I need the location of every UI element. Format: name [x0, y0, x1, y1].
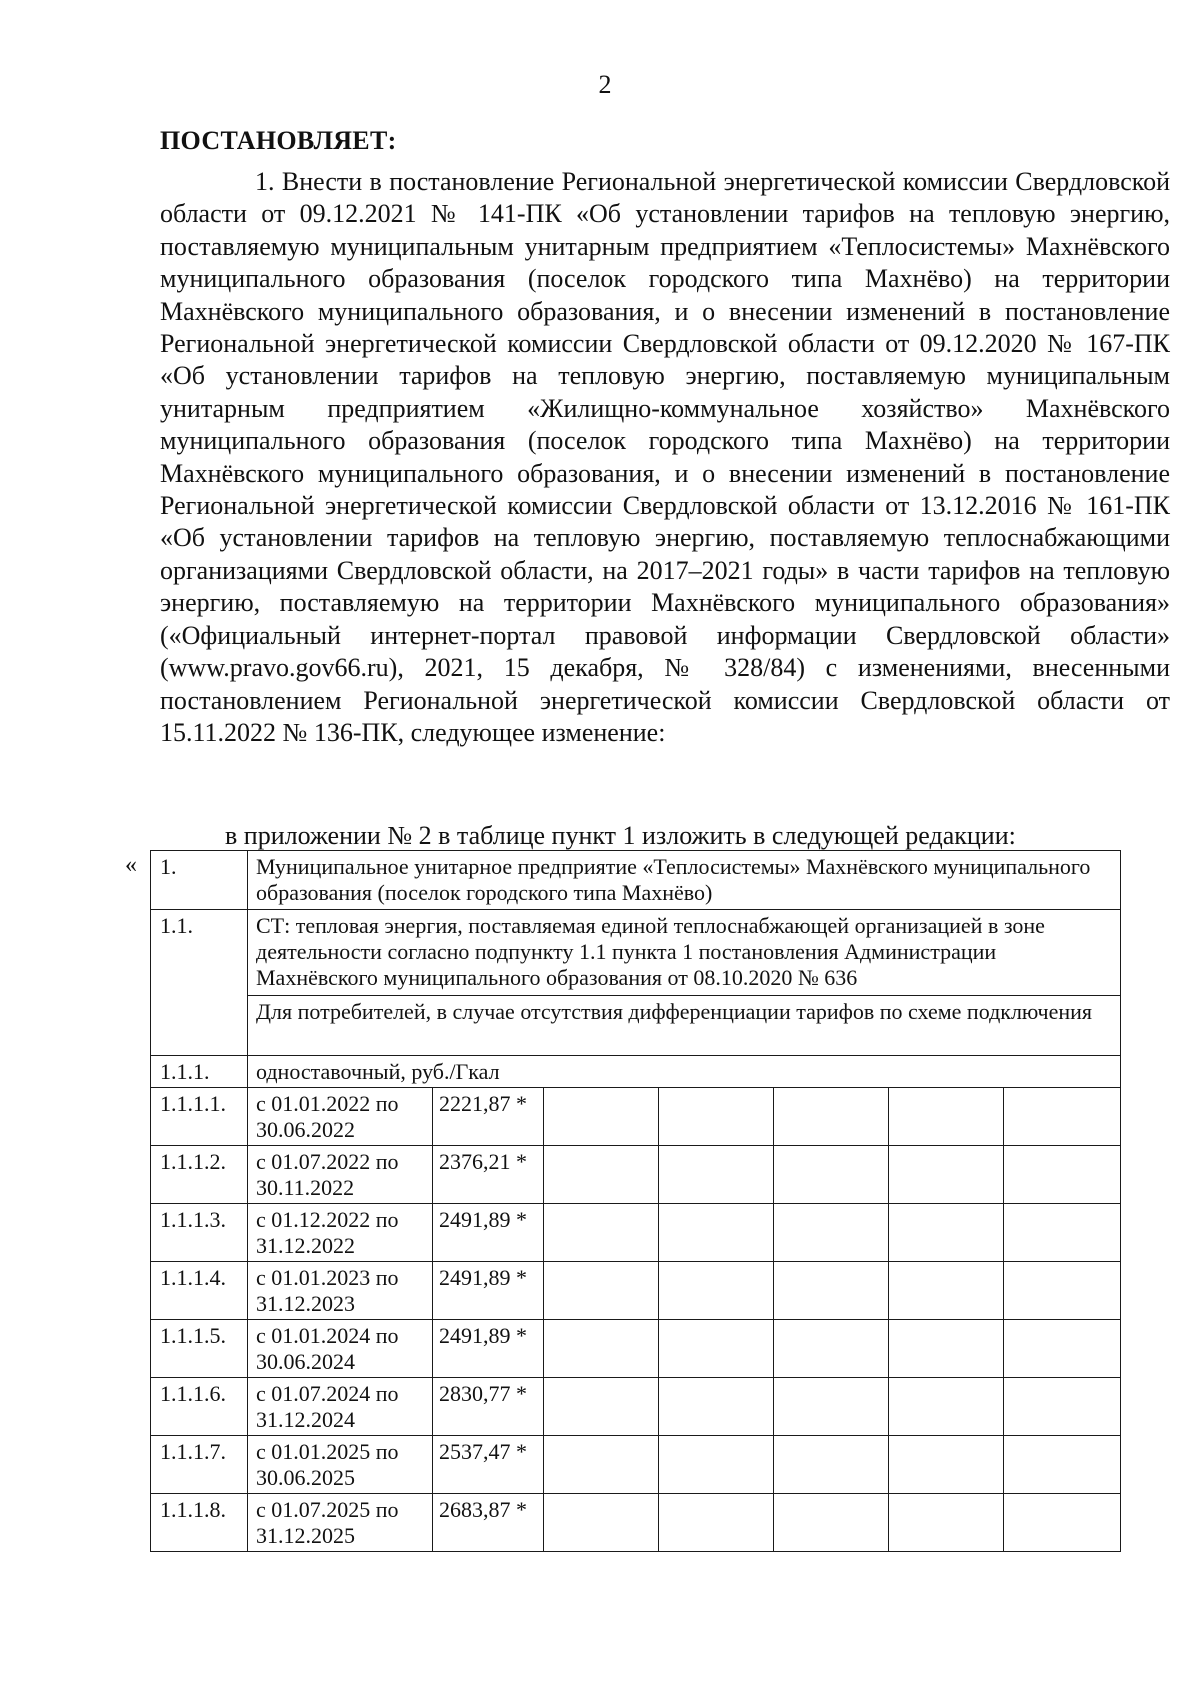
resolution-heading: ПОСТАНОВЛЯЕТ: — [160, 126, 397, 155]
empty-cell — [774, 1378, 889, 1436]
period-cell: с 01.07.2024 по 31.12.2024 — [248, 1378, 433, 1436]
table-row — [151, 1378, 1121, 1436]
empty-cell — [544, 1146, 659, 1204]
empty-cell — [889, 1088, 1004, 1146]
table-row — [151, 1320, 1121, 1378]
empty-cell — [544, 1436, 659, 1494]
row-number: 1.1.1.4. — [151, 1262, 248, 1320]
price-cell: 2537,47 * — [433, 1436, 544, 1494]
row-number: 1.1.1.5. — [151, 1320, 248, 1378]
empty-cell — [1004, 1436, 1121, 1494]
row-number: 1.1. — [151, 910, 248, 1056]
empty-cell — [889, 1204, 1004, 1262]
price-cell: 2683,87 * — [433, 1494, 544, 1552]
empty-cell — [774, 1146, 889, 1204]
empty-cell — [659, 1320, 774, 1378]
empty-cell — [659, 1146, 774, 1204]
empty-cell — [659, 1204, 774, 1262]
table-row — [151, 1494, 1121, 1552]
empty-cell — [1004, 1262, 1121, 1320]
empty-cell — [889, 1320, 1004, 1378]
organization-name: Муниципальное унитарное предприятие «Теплосистемы» Махнёвского муниципального образования (поселок городского типа Махнёво) — [248, 851, 1121, 910]
period-cell: с 01.01.2025 по 30.06.2025 — [248, 1436, 433, 1494]
period-cell: с 01.01.2022 по 30.06.2022 — [248, 1088, 433, 1146]
table-row — [151, 996, 1121, 1056]
empty-cell — [659, 1494, 774, 1552]
empty-cell — [544, 1204, 659, 1262]
page-number: 2 — [598, 70, 612, 99]
price-cell: 2491,89 * — [433, 1262, 544, 1320]
period-cell: с 01.12.2022 по 31.12.2022 — [248, 1204, 433, 1262]
price-cell: 2830,77 * — [433, 1378, 544, 1436]
empty-cell — [544, 1088, 659, 1146]
empty-cell — [774, 1204, 889, 1262]
empty-cell — [1004, 1088, 1121, 1146]
empty-cell — [1004, 1320, 1121, 1378]
consumer-description: Для потребителей, в случае отсутствия дифференциации тарифов по схеме подключения — [248, 996, 1121, 1056]
table-row — [151, 1088, 1121, 1146]
empty-cell — [774, 1088, 889, 1146]
row-number: 1.1.1.7. — [151, 1436, 248, 1494]
empty-cell — [889, 1146, 1004, 1204]
empty-cell — [544, 1494, 659, 1552]
empty-cell — [889, 1262, 1004, 1320]
tariff-table — [150, 850, 1121, 1552]
empty-cell — [544, 1378, 659, 1436]
price-cell: 2221,87 * — [433, 1088, 544, 1146]
tariff-type: одноставочный, руб./Гкал — [248, 1056, 1121, 1088]
table-row — [151, 910, 1121, 996]
service-description: СТ: тепловая энергия, поставляемая единой теплоснабжающей организацией в зоне деятельности согласно подпункту 1.1 пункта 1 постановления Администрации Махнёвского муниципального образования от 08.10.2020 № 636 — [248, 910, 1121, 996]
empty-cell — [1004, 1494, 1121, 1552]
empty-cell — [659, 1378, 774, 1436]
table-row — [151, 1146, 1121, 1204]
row-number: 1.1.1.2. — [151, 1146, 248, 1204]
empty-cell — [889, 1494, 1004, 1552]
row-number: 1.1.1.3. — [151, 1204, 248, 1262]
empty-cell — [774, 1436, 889, 1494]
price-cell: 2376,21 * — [433, 1146, 544, 1204]
row-number: 1.1.1.8. — [151, 1494, 248, 1552]
period-cell: с 01.07.2025 по 31.12.2025 — [248, 1494, 433, 1552]
row-number: 1.1.1.6. — [151, 1378, 248, 1436]
row-number: 1. — [151, 851, 248, 910]
empty-cell — [1004, 1378, 1121, 1436]
empty-cell — [544, 1262, 659, 1320]
table-row — [151, 1204, 1121, 1262]
empty-cell — [889, 1378, 1004, 1436]
empty-cell — [774, 1494, 889, 1552]
period-cell: с 01.07.2022 по 30.11.2022 — [248, 1146, 433, 1204]
table-intro: в приложении № 2 в таблице пункт 1 изложить в следующей редакции: — [225, 821, 1016, 850]
table-row — [151, 1056, 1121, 1088]
period-cell: с 01.01.2024 по 30.06.2024 — [248, 1320, 433, 1378]
row-number: 1.1.1.1. — [151, 1088, 248, 1146]
table-row — [151, 851, 1121, 910]
price-cell: 2491,89 * — [433, 1320, 544, 1378]
empty-cell — [774, 1320, 889, 1378]
opening-quote: « — [125, 852, 137, 878]
empty-cell — [659, 1436, 774, 1494]
period-cell: с 01.01.2023 по 31.12.2023 — [248, 1262, 433, 1320]
empty-cell — [774, 1262, 889, 1320]
empty-cell — [659, 1262, 774, 1320]
empty-cell — [544, 1320, 659, 1378]
empty-cell — [659, 1088, 774, 1146]
empty-cell — [889, 1436, 1004, 1494]
table-row — [151, 1262, 1121, 1320]
empty-cell — [1004, 1146, 1121, 1204]
table-row — [151, 1436, 1121, 1494]
empty-cell — [1004, 1204, 1121, 1262]
resolution-paragraph: 1. Внести в постановление Региональной энергетической комиссии Свердловской области от 09.12.2021 № 141-ПК «Об установлении тарифов на тепловую энергию, поставляемую муниципальным унитарным предприятием «Теплосистемы» Махнёвского муниципального образования (поселок городского типа Махнёво) на территории Махнёвского муниципального образования, и о внесении изменений в постановление Региональной энергетической комиссии Свердловской области от 09.12.2020 № 167-ПК «Об установлении тарифов на тепловую энергию, поставляемую муниципальным унитарным предприятием «Жилищно-коммунальное хозяйство» Махнёвского муниципального образования (поселок городского типа Махнёво) на территории Махнёвского муниципального образования, и о внесении изменений в постановление Региональной энергетической комиссии Свердловской области от 13.12.2016 № 161-ПК «Об установлении тарифов на тепловую энергию, поставляемую теплоснабжающими организациями Свердловской области, на 2017–2021 годы» в части тарифов на тепловую энергию, поставляемую на территории Махнёвского муниципального образования» («Официальный интернет-портал правовой информации Свердловской области» (www.pravo.gov66.ru), 2021, 15 декабря, № 328/84) с изменениями, внесенными постановлением Региональной энергетической комиссии Свердловской области от 15.11.2022 № 136-ПК, следующее изменение: — [160, 167, 1170, 747]
price-cell: 2491,89 * — [433, 1204, 544, 1262]
row-number: 1.1.1. — [151, 1056, 248, 1088]
